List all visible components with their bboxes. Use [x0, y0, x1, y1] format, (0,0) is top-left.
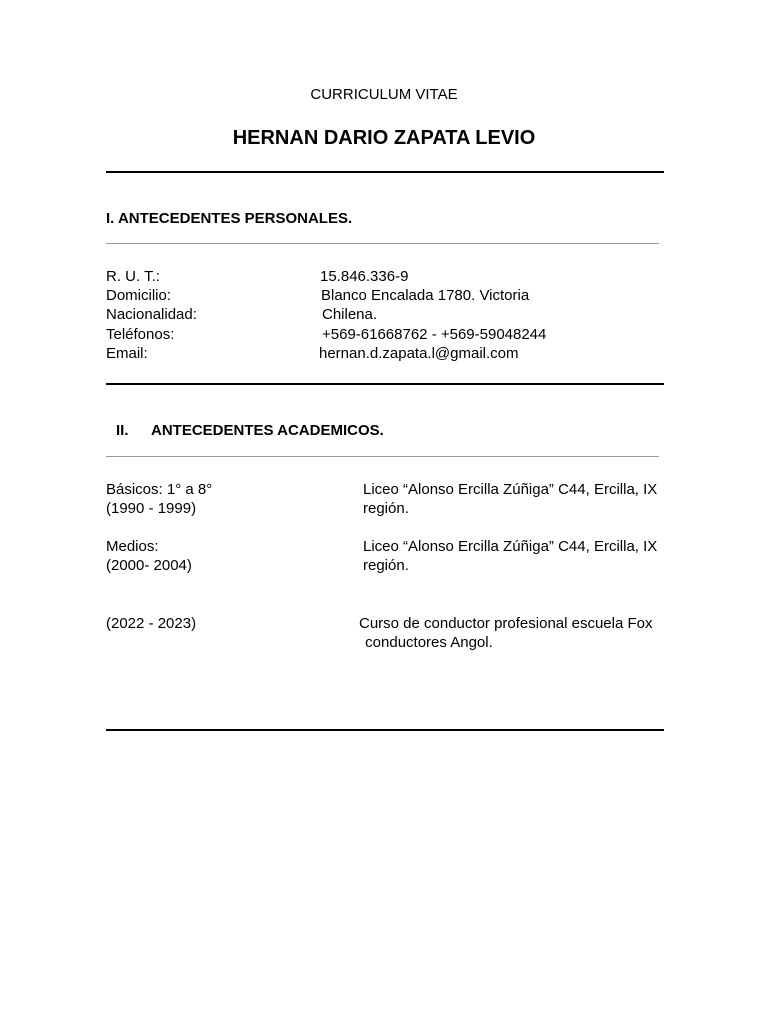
divider-header [106, 171, 664, 173]
divider-academic [106, 729, 664, 731]
personal-label-telefonos: Teléfonos: [106, 326, 175, 343]
academic-period: (2000- 2004) [106, 557, 192, 574]
candidate-name: HERNAN DARIO ZAPATA LEVIO [232, 127, 536, 149]
divider-personal-title [106, 243, 659, 244]
academic-institution-cont: región. [363, 557, 409, 574]
academic-period: (1990 - 1999) [106, 500, 197, 517]
personal-value-email: hernan.d.zapata.l@gmail.com [319, 345, 519, 362]
section-academic-title: ANTECEDENTES ACADEMICOS. [151, 422, 384, 439]
divider-personal [106, 383, 664, 385]
academic-level: Básicos: 1° a 8° [106, 481, 213, 498]
personal-value-nacionalidad: Chilena. [322, 306, 378, 323]
personal-label-domicilio: Domicilio: [106, 287, 172, 304]
divider-academic-title [106, 456, 659, 457]
document-header: CURRICULUM VITAE [310, 86, 458, 103]
academic-institution-cont: conductores Angol. [361, 634, 493, 651]
personal-label-rut: R. U. T.: [106, 268, 160, 285]
academic-period: (2022 - 2023) [106, 615, 197, 632]
section-personal-title: I. ANTECEDENTES PERSONALES. [106, 210, 353, 227]
academic-institution: Liceo “Alonso Ercilla Zúñiga” C44, Ercilla, IX [363, 481, 658, 498]
personal-value-rut: 15.846.336-9 [320, 268, 409, 285]
academic-institution: Liceo “Alonso Ercilla Zúñiga” C44, Ercilla, IX [363, 538, 658, 555]
academic-institution: Curso de conductor profesional escuela Fox [359, 615, 653, 632]
personal-label-email: Email: [106, 345, 148, 362]
academic-institution-cont: región. [363, 500, 409, 517]
personal-value-telefonos: +569-61668762 - +569-59048244 [322, 326, 547, 343]
section-academic-number: II. [116, 422, 129, 439]
personal-label-nacionalidad: Nacionalidad: [106, 306, 197, 323]
academic-level: Medios: [106, 538, 159, 555]
personal-value-domicilio: Blanco Encalada 1780. Victoria [321, 287, 530, 304]
